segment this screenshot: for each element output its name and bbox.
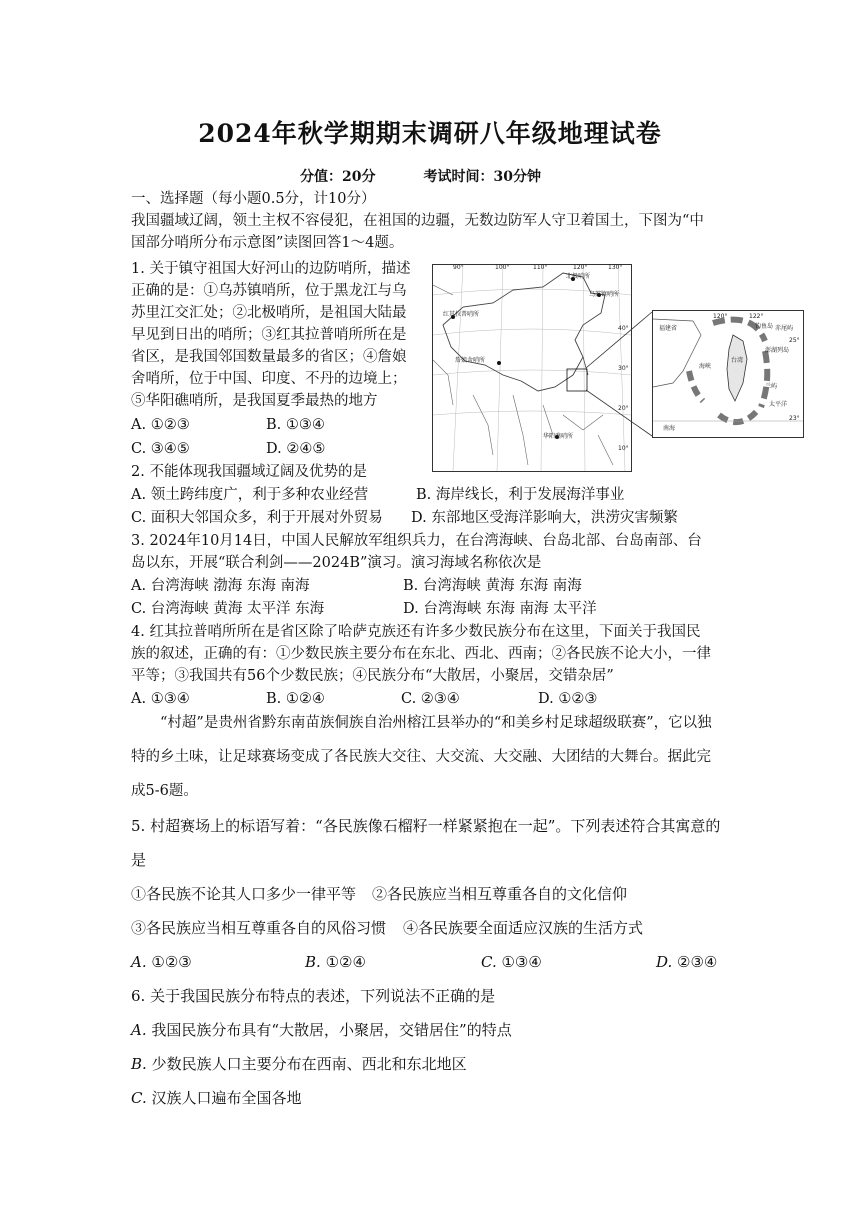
option-text: ①②③ [146,953,192,971]
inset-label: 23° [789,415,800,422]
q5-option-a [131,951,192,973]
q2-option-d: D. 东部地区受海洋影响大，洪涝灾害频繁 [411,510,678,526]
option-letter: A. [131,953,147,971]
q4-line: 族的叙述，正确的有：①少数民族主要分布在东北、西北、西南；②各民族不论大小，一律 [131,646,711,662]
intro-line-2: 国部分哨所分布示意图”读图回答1～4题。 [131,235,404,251]
score-info: 分值：20分 [300,169,376,185]
passage-line: 成5-6题。 [131,783,198,799]
q5-option-d [656,951,717,973]
q4-option-b: B. ①②④ [266,691,325,707]
option-letter: A. [131,1021,147,1039]
exam-meta [300,166,541,186]
section-heading: 一、选择题（每小题0.5分，计10分） [131,191,376,207]
q1-option-c: C. ③④⑤ [131,441,190,457]
map-label: 130° [608,264,623,271]
map-label: 红其拉普哨所 [443,311,480,318]
q1-option-b: B. ①③④ [266,417,325,433]
q6-option-c [131,1087,302,1109]
q3-line: 3. 2024年10月14日，中国人民解放军组织兵力，在台湾海峡、台岛北部、台岛南部、台 [131,533,702,549]
q1-line: ⑤华阳礁哨所，是我国夏季最热的地方 [131,393,378,409]
q4-line: 4. 红其拉普哨所所在是省区除了哈萨克族还有许多少数民族分布在这里，下面关于我国民 [131,624,701,640]
map-label: 110° [533,264,548,271]
q3-option-b: B. 台湾海峡 黄海 东海 南海 [403,578,582,594]
q5-stem-cont: 是 [131,851,147,869]
q4-option-d: D. ①②③ [538,691,598,707]
intro-line-1: 我国疆域辽阔，领土主权不容侵犯，在祖国的边疆，无数边防军人守卫着国土，下图为“中 [131,213,704,229]
q2-option-a: A. 领土跨纬度广，利于多种农业经营 [131,487,369,503]
map-label: 北极哨所 [566,273,591,280]
inset-label: 澎湖列岛 [765,347,790,354]
q5-statement-4: ④各民族要全面适应汉族的生活方式 [403,919,644,937]
option-text: 我国民族分布具有“大散居，小聚居，交错居住”的特点 [146,1021,512,1039]
map-zoom-connector [586,310,656,440]
option-text: 汉族人口遍布全国各地 [146,1089,302,1107]
inset-label: 122° [749,313,764,320]
option-text: ①③④ [496,953,542,971]
map-label: 120° [573,264,588,271]
q2-option-b: B. 海岸线长，利于发展海洋事业 [416,487,625,503]
q1-line: 正确的是：①乌苏镇哨所，位于黑龙江与乌 [131,283,407,299]
q1-option-d: D. ②④⑤ [266,441,326,457]
q4-option-a: A. ①③④ [131,691,190,707]
option-letter: B. [131,1055,147,1073]
q1-line: 舍哨所，位于中国、印度、不丹的边境上； [131,371,407,387]
taiwan-inset-map [652,310,804,438]
q5-statement-1: ①各民族不论其人口多少一律平等 [131,885,357,903]
map-label: 100° [495,264,510,271]
q5-statement-2: ②各民族应当相互尊重各自的文化信仰 [372,885,628,903]
q5-option-b [305,951,366,973]
inset-label: 南海 [663,425,676,432]
passage-line: “村超”是贵州省黔东南苗族侗族自治州榕江县举办的“和美乡村足球超级联赛”，它以独 [160,715,712,731]
option-text: 少数民族人口主要分布在西南、西北和东北地区 [146,1055,467,1073]
q1-line: 早见到日出的哨所；③红其拉普哨所所在是 [131,327,407,343]
inset-label: 台湾 [731,357,744,364]
q1-line: 省区，是我国邻国数量最多的省区；④詹娘 [131,349,407,365]
q5-statement-3: ③各民族应当相互尊重各自的风俗习惯 [131,919,387,937]
map-label: 40° [618,325,629,332]
inset-label: 太平洋 [769,401,788,408]
exam-title: 2024年秋学期期末调研八年级地理试卷 [198,119,662,148]
inset-label: 海峡 [699,363,712,370]
q5-stem: 5. 村超赛场上的标语写着：“各民族像石榴籽一样紧紧抱在一起”。下列表述符合其寓意的 [131,817,721,835]
map-label: 20° [618,405,629,412]
inset-label: 25° [789,337,800,344]
q1-line: 苏里江交汇处；②北极哨所，是祖国大陆最 [131,305,407,321]
q4-option-c: C. ②③④ [401,691,460,707]
inset-label: 120° [713,313,728,320]
map-label: 30° [618,365,629,372]
inset-label: 赤尾屿 [775,325,794,332]
map-label: 乌苏镇哨所 [589,291,620,298]
q1-option-a: A. ①②③ [131,417,190,433]
q6-option-a [131,1019,512,1041]
q6-stem: 6. 关于我国民族分布特点的表述，下列说法不正确的是 [131,987,496,1005]
q4-line: 平等；③我国共有56个少数民族；④民族分布“大散居，小聚居，交错杂居” [131,668,614,684]
option-letter: B. [305,953,321,971]
map-label: 詹娘舍哨所 [455,357,486,364]
q3-option-d: D. 台湾海峡 东海 南海 太平洋 [403,601,597,617]
q3-option-c: C. 台湾海峡 黄海 太平洋 东海 [131,601,325,617]
option-text: ②③④ [672,953,718,971]
q3-option-a: A. 台湾海峡 渤海 东海 南海 [131,578,310,594]
time-info: 考试时间：30分钟 [423,169,541,185]
option-letter: C. [481,953,497,971]
q1-line: 1. 关于镇守祖国大好河山的边防哨所，描述 [131,261,411,277]
q2-stem: 2. 不能体现我国疆域辽阔及优势的是 [131,464,367,480]
q3-line: 岛以东，开展“联合利剑——2024B”演习。演习海域名称依次是 [131,555,542,571]
q5-option-c [481,951,542,973]
q6-option-b [131,1053,467,1075]
option-letter: D. [656,953,673,971]
map-label: 华阳礁哨所 [543,433,574,440]
map-label: 90° [453,264,464,271]
q2-option-c: C. 面积大邻国众多，利于开展对外贸易 [131,510,383,526]
option-letter: C. [131,1089,147,1107]
option-text: ①②④ [320,953,366,971]
inset-label: 福建省 [659,325,678,332]
inset-label: 兰屿 [765,383,778,390]
inset-label: 钓鱼岛 [755,323,774,330]
passage-line: 特的乡土味，让足球赛场变成了各民族大交往、大交流、大交融、大团结的大舞台。据此完 [131,749,711,765]
map-label: 10° [618,445,629,452]
